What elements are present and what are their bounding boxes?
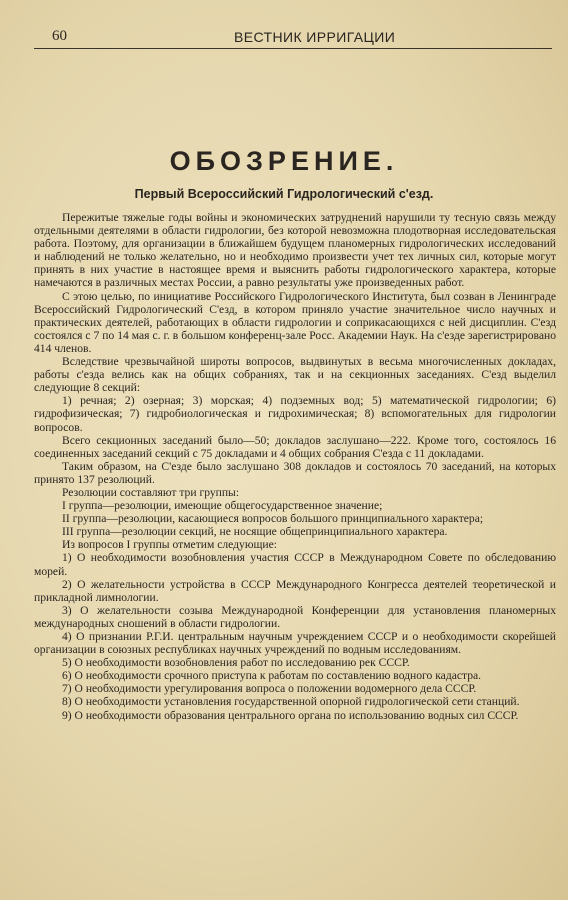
paragraph: Из вопросов I группы отметим следующие: xyxy=(62,538,277,552)
page-header xyxy=(34,26,552,49)
journal-title: ВЕСТНИК ИРРИГАЦИИ xyxy=(234,29,396,45)
paragraph: 8) О необходимости установления государственной опорной гидрологической сети станций. xyxy=(62,695,520,709)
paragraph: Всего секционных заседаний было—50; докладов заслушано—222. Кроме того, состоялось 16 соединенных заседаний секций с 75 докладами и 4 общих собрания С'езда с 11 докладами. xyxy=(34,433,556,460)
paragraph: II группа—резолюции, касающиеся вопросов большого принципиального характера; xyxy=(62,512,484,526)
paragraph: Пережитые тяжелые годы войны и экономических затруднений нарушили ту тесную связь между отдельными деятелями в области гидрологии, без которой невозможна плодотворная исследовательская работа. Поэтому, для организации в ближайшем будущем планомерных гидрологических исследований и наблюдений не только желательно, но и необходимо произвести учет тех личных сил, которые могут принять в них участие в настоящее время и выяснить работы гидрологического характера, которые намечаются в различных местах России, а равно результаты уже произведенных работ. xyxy=(34,211,556,290)
paragraph: С этою целью, по инициативе Российского Гидрологического Института, был созван в Ленинграде Всероссийский Гидрологический С'езд, в котором приняло участие значительное число научных и практических деятелей, работающих в области гидрологии и соприкасающихся с ней дисциплин. С'езд состоялся с 7 по 14 мая с. г. в большом конференц-зале Росс. Академии Наук. На с'езде зарегистрировано 414 членов. xyxy=(34,289,556,355)
paragraph: 4) О признании Р.Г.И. центральным научным учреждением СССР и о необходимости скорейшей организации в союзных республиках научных учреждений по водным исследованиям. xyxy=(34,630,556,657)
paragraph: I группа—резолюции, имеющие общегосударственное значение; xyxy=(62,499,383,513)
paragraph: 5) О необходимости возобновления работ по исследованию рек СССР. xyxy=(62,656,410,670)
article-title: Первый Всероссийский Гидрологический с'езд. xyxy=(134,187,434,201)
paragraph: Резолюции составляют три группы: xyxy=(62,485,240,499)
paragraph: 1) О необходимости возобновления участия СССР в Международном Совете по обследованию морей. xyxy=(34,551,556,578)
article-body xyxy=(34,211,556,722)
paragraph: 7) О необходимости урегулирования вопроса о положении водомерного дела СССР. xyxy=(62,682,477,696)
paragraph: 9) О необходимости образования центрального органа по использованию водных сил СССР. xyxy=(62,708,519,722)
paragraph: Вследствие чрезвычайной широты вопросов, выдвинутых в весьма многочисленных докладах, работы с'езда велись как на общих собраниях, так и на секционных заседаниях. С'езд выделил следующие 8 секций: xyxy=(34,355,556,395)
paragraph: 6) О необходимости срочного приступа к работам по составлению водного кадастра. xyxy=(62,669,482,683)
paragraph: 3) О желательности созыва Международной Конференции для установления планомерных международных сношений в области гидрологии. xyxy=(34,603,556,630)
paragraph: 1) речная; 2) озерная; 3) морская; 4) подземных вод; 5) математической гидрологии; 6) гидрофизическая; 7) гидробиологическая и гидрохимическая; 8) вспомогательных для гидрологии вопросов. xyxy=(34,394,556,434)
page-number: 60 xyxy=(52,28,67,44)
paragraph: Таким образом, на С'езде было заслушано 308 докладов и состоялось 70 заседаний, на которых принято 137 резолюций. xyxy=(34,459,556,486)
paragraph: III группа—резолюции секций, не носящие общепринципиального характера. xyxy=(62,525,448,539)
section-title: ОБОЗРЕНИЕ. xyxy=(169,146,399,176)
paragraph: 2) О желательности устройства в СССР Международного Конгресса деятелей теоретической и прикладной лимнологии. xyxy=(34,577,556,604)
